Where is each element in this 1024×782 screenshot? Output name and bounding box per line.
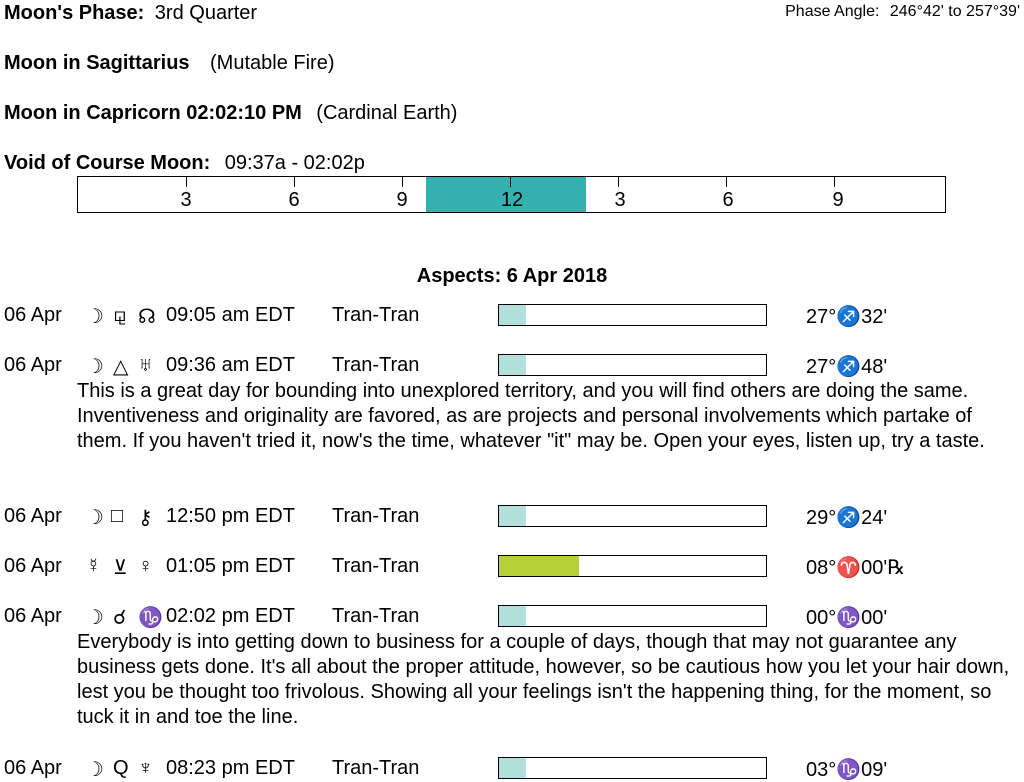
aspect-row — [0, 505, 1024, 529]
aspect-glyph: ☌ — [113, 607, 127, 629]
moon-sign-line-1 — [4, 52, 335, 75]
moon-sign-2-element: (Cardinal Earth) — [316, 102, 458, 124]
void-of-course-line — [4, 152, 365, 175]
aspect-glyph: △ — [113, 356, 129, 378]
timeline-label: 6 — [288, 189, 300, 211]
planet-1-glyph: ☽ — [86, 607, 104, 629]
aspect-strength-bar — [498, 605, 767, 627]
planet-2-glyph: ⚷ — [138, 507, 153, 529]
timeline-tick — [510, 177, 511, 187]
aspect-position: 03°♑09' — [806, 759, 888, 781]
aspect-row — [0, 605, 1024, 629]
aspect-strength-bar — [498, 304, 767, 326]
aspect-row — [0, 304, 1024, 328]
aspect-position: 27°♐32' — [806, 306, 888, 328]
aspect-position: 29°♐24' — [806, 507, 888, 529]
void-of-course-timeline — [77, 176, 946, 213]
timeline-label: 12 — [500, 189, 524, 211]
planet-2-glyph: ☊ — [138, 306, 156, 328]
phase-angle-label: Phase Angle: — [785, 3, 880, 20]
aspect-time: 01:05 pm EDT — [166, 555, 295, 577]
aspect-type: Tran-Tran — [332, 304, 420, 326]
aspect-type: Tran-Tran — [332, 605, 420, 627]
aspect-time: 09:36 am EDT — [166, 354, 295, 376]
aspect-strength-fill — [499, 758, 526, 778]
planet-2-glyph: ♑ — [138, 607, 163, 629]
aspect-date: 06 Apr — [4, 354, 62, 376]
aspect-date: 06 Apr — [4, 605, 62, 627]
moon-phase-label: Moon's Phase: — [4, 2, 145, 24]
aspect-type: Tran-Tran — [332, 555, 420, 577]
aspect-position: 08°♈00'℞ — [806, 557, 906, 579]
timeline-label: 3 — [180, 189, 192, 211]
aspect-strength-fill — [499, 506, 526, 526]
timeline-tick — [834, 177, 835, 187]
aspect-time: 08:23 pm EDT — [166, 757, 295, 779]
aspect-position: 27°♐48' — [806, 356, 888, 378]
aspect-row — [0, 354, 1024, 378]
planet-1-glyph: ☽ — [86, 306, 104, 328]
moon-sign-1-label: Moon in Sagittarius — [4, 52, 190, 74]
aspect-time: 02:02 pm EDT — [166, 605, 295, 627]
timeline-label: 9 — [832, 189, 844, 211]
moon-sign-2-label: Moon in Capricorn 02:02:10 PM — [4, 102, 302, 124]
aspect-strength-fill — [499, 355, 526, 375]
planet-1-glyph: ☽ — [86, 759, 104, 781]
aspect-row — [0, 757, 1024, 781]
aspect-date: 06 Apr — [4, 555, 62, 577]
aspect-strength-bar — [498, 555, 767, 577]
planet-2-glyph: ♅ — [138, 354, 153, 376]
planet-1-glyph: ☽ — [86, 356, 104, 378]
aspect-strength-bar — [498, 757, 767, 779]
aspect-glyph: ⚼ — [113, 304, 127, 326]
void-of-course-label: Void of Course Moon: — [4, 152, 211, 174]
aspect-type: Tran-Tran — [332, 757, 420, 779]
planet-2-glyph: ♀ — [138, 555, 153, 577]
aspect-date: 06 Apr — [4, 505, 62, 527]
aspect-time: 12:50 pm EDT — [166, 505, 295, 527]
timeline-tick — [294, 177, 295, 187]
moon-phase-value: 3rd Quarter — [154, 2, 258, 24]
moon-sign-1-element: (Mutable Fire) — [210, 52, 335, 74]
aspect-type: Tran-Tran — [332, 354, 420, 376]
timeline-label: 6 — [722, 189, 734, 211]
aspect-glyph: ⊻ — [113, 557, 128, 579]
aspect-position: 00°♑00' — [806, 607, 888, 629]
aspect-description: Everybody is into getting down to business for a couple of days, though that may not guarantee any business gets done. It's all about the proper attitude, however, so be cautious how you let your hair down, lest you be thought too frivolous. Showing all your feelings isn't the happening thing, for the moment, so tuck it in and toe the line. — [77, 631, 1010, 728]
aspect-strength-fill — [499, 305, 526, 325]
aspect-time: 09:05 am EDT — [166, 304, 295, 326]
timeline-tick — [726, 177, 727, 187]
aspect-description: This is a great day for bounding into unexplored territory, and you will find others are doing the same. Inventiveness and originality are favored, as are projects and personal involvements which partake of them. If you haven't tried it, now's the time, whatever "it" may be. Open your eyes, listen up, try a taste. — [77, 380, 985, 452]
aspect-strength-fill — [499, 606, 526, 626]
timeline-tick — [186, 177, 187, 187]
aspect-strength-fill — [499, 556, 579, 576]
aspect-date: 06 Apr — [4, 757, 62, 779]
aspect-glyph: □ — [111, 505, 124, 527]
timeline-tick — [402, 177, 403, 187]
aspect-strength-bar — [498, 505, 767, 527]
planet-1-glyph: ☽ — [86, 507, 104, 529]
timeline-label: 3 — [614, 189, 626, 211]
aspect-type: Tran-Tran — [332, 505, 420, 527]
phase-angle-value: 246°42' to 257°39' — [889, 3, 1020, 20]
aspects-heading: Aspects: 6 Apr 2018 — [416, 265, 608, 287]
planet-1-glyph: ☿ — [86, 555, 101, 577]
aspect-date: 06 Apr — [4, 304, 62, 326]
planet-2-glyph: ♆ — [138, 757, 153, 779]
moon-sign-line-2 — [4, 102, 457, 125]
aspect-glyph: Q — [113, 757, 129, 779]
aspect-row — [0, 555, 1024, 579]
timeline-tick — [618, 177, 619, 187]
void-of-course-value: 09:37a - 02:02p — [224, 152, 365, 174]
phase-angle — [785, 3, 1020, 21]
moon-phase-line — [4, 2, 257, 25]
aspect-strength-bar — [498, 354, 767, 376]
timeline-label: 9 — [396, 189, 408, 211]
